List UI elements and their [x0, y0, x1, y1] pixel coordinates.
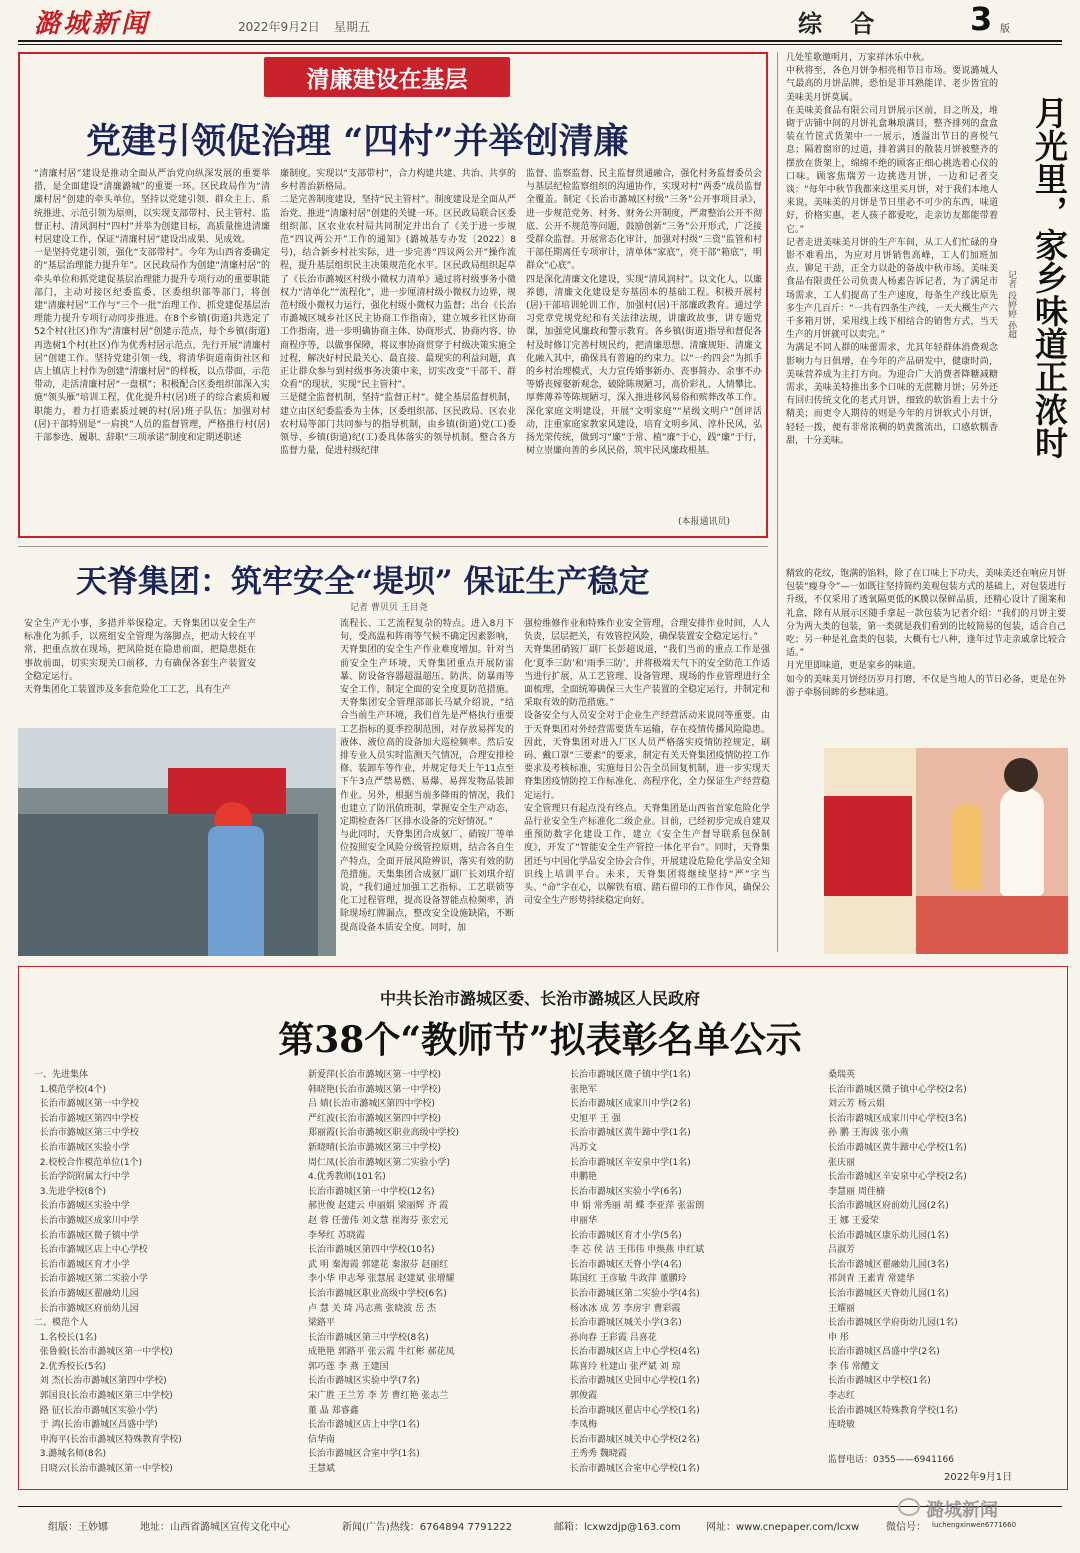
teacher-list-col-4: 桑瑞英 长治市潞城区微子镇中心学校(2名) 刘云芳 杨云娟 长治市潞城区成家川中心学校(3名) 孙 鹏 王海波 张小燕 长治市潞城区黄牛蹄中心学校(1名) 张庆丽 长治市潞城区辛安泉中心学校(2名) 李慧丽 周佳楠 长治市潞城区府前幼儿园(2名) 王 娜 王爱荣 长治市潞城区康乐幼儿园(1名) 吕淑芳 长治市潞城区翟融幼儿园(3名) 祁剑青 王素青 常建华 长治市潞城区天脊幼儿园(1名) 王耀丽 长治市潞城区学府街幼儿园(1名) 申 彤 长治市潞城区昌盛中学(2名) 李 伟 常醴文 长治市潞城区中学校(1名) 李志红 长治市潞城区特殊教育学校(1名) 连晓敏: [828, 1070, 967, 1431]
tianji-intro: 安全生产无小事，多措并举保稳定。天脊集团以安全生产标准化为抓手，以班组安全管理为落脚点，把动大较在平常，把重点放在现场，把风险挺在隐患前面，把隐患挺在事故前面，切实实现关口前移，力有确保各套生产装置安全稳定运行。 天脊集团化工装置涉及多套危险化工工艺，具有生产: [24, 619, 256, 696]
clean-source: (本报通讯员): [678, 517, 731, 527]
photo-worker-body: [208, 826, 264, 956]
mooncake-byline: [1004, 270, 1018, 339]
footer-address: 地址：山西省潞城区宣传文化中心: [140, 1522, 290, 1533]
teacher-headline: 第38个“教师节”拟表彰名单公示: [278, 1019, 802, 1061]
photo-customer-head: [1004, 758, 1038, 792]
mooncake-bottom-text: 精致的花纹，饱满的馅料，除了在口味上下功夫，美味美还在响应月饼包装“瘦身令”—一如既往坚持简约美观包装方式的基础上，对包装进行升级，不仅采用了透氧隔更低的K膜以保鲜品质，还精心设计了图案和礼盒，除有从展示区随手拿起一款包装为记者介绍：“我们的月饼主要分为两大类的包装，第一类就是我们看到的比较简易的包装，适合自己吃；另一种是礼盒类的包装，大概有七八种，逢年过节走亲戚拿比较合适。” 月光里即味道，更是家乡的味道。 如今的美味美月饼经历岁月打磨，不仅是当地人的节日必备，更是在外游子牵肠回眸的乡愁味道。: [786, 569, 1066, 698]
tianji-byline: 记者 曹贝贝 王目尧: [350, 603, 428, 613]
masthead-date: 2022年9月2日: [238, 20, 320, 34]
footer-email: 邮箱：lcxwzdjp@163.com: [554, 1522, 681, 1533]
page-suffix: 版: [1000, 24, 1010, 35]
teacher-kicker: 中共长治市潞城区委、长治市潞城区人民政府: [379, 989, 700, 1008]
section-name: 综 合: [798, 9, 885, 38]
photo-customer: [1000, 788, 1044, 896]
masthead: [0, 0, 1080, 44]
clean-column-2: 廉制度。实现以“支部带村”，合力构建共建、共治、共享的乡村善治新格局。 二是完善制度建设，坚持“民主管村”。制度建设是全面从严治党、推进“清廉村居”创建的关键一环。区民政局联合区委组织部、区农业农村局共同制定并出台了《关于进一步规范“四议两公开”工作的通知》(潞城基专办发〔2022〕8号)，结合新乡村社实际，进一步完善“四议两公开”操作流程，提升基层组织民主决策规范化水平。区民政局组织起草了《长治市潞城区村级小微权力清单》通过将村级事务小微权力“清单化”“流程化”，进一步厘清村级小微权力边界，规范村级小微权力运行，强化村级小微权力监督；出台《长治市潞城区城乡社区民主协商工作指南》，建立城乡社区协商工作指南，进一步明确协商主体、协商形式、协商内容、协商程序等，以做事保障，将议事协商贯穿于村级决策实施全过程，解决好村民最关心、最直接、最现实的利益问题，真正让群众参与到村级事务决策中来，切实改变“干部干、群众看”的现状，实现“民主管村”。 三是健全监督机制，坚持“监督正村”。健全基层监督机制，建立由区纪委监委为主体，区委组织部、区民政局、区农业农村局等部门共同参与的指导机制，由乡镇(街道)党(工)委领导、乡镇(街道)纪(工)委具体落实的领导机制。整合各方监督力量，促进村级纪律: [280, 169, 516, 457]
mooncake-headline-text: 月光里，家乡味道正浓时: [1030, 96, 1069, 459]
clean-column-3: 监督、监察监督、民主监督贯通融合，强化村务监督委员会与基层纪检监察组织的沟通协作，实现对村“两委”成员监督全覆盖。制定《长治市潞城区村级“三务”公开事项目录》，进一步规范党务、村务、财务公开制度，严肃整治公开不彻底、公开不规范等问题，鼓励创新“三务”公开形式，广泛接受群众监督。开展常态化审计，加强对村级“三资”监管和村干部任期离任专项审计，清单体“家底”，亮干部“箱底”，明群众“心底”。 四是深化清廉文化建设，实现“清风润村”。以文化人，以廉养德，清廉文化建设是夯基固本的基础工程。积极开展村(居)干部培训轮训工作，加强村(居)干部廉政教育。通过学习党章党规党纪和有关法律法规，讲廉政故事，讲专题党课，加强党风廉政和警示教育。各乡镇(街道)指导和督促各村及时修订完善村规民约，把清廉思想、清廉规矩、清廉文化融入其中，确保具有普遍的约束力。以“一约四会”为抓手的乡村治理模式，大力宣传婚事新办、丧事简办、余事不办等婚丧嫁娶新观念，破除陈规陋习，高价彩礼、人情攀比、厚葬薄养等陈规陋习，深入推进移风易俗和殡葬改革工作。深化家庭文明建设，开展“文明家庭”“星级文明户”创评活动，注重家庭家教家风建设，培育文明乡风、淳朴民风，弘扬光荣传统，做到习“廉”于常、植“廉”于心，践“廉”于行，树立崇廉向善的乡风民俗，筑牢民风廉政根基。: [526, 169, 762, 457]
mooncake-byline-text: 记者 段婷婷 孙超: [1006, 270, 1016, 339]
footer-website: 网址：www.cnepaper.com/lcxw: [706, 1522, 860, 1533]
masthead-rule: [18, 40, 1062, 42]
wechat-watermark: [898, 1496, 1070, 1520]
masthead-rule-thin: [18, 44, 1062, 45]
clean-column-1: “清廉村居”建设是推动全面从严治党向纵深发展的重要举措，是全面建设“清廉潞城”的重要一环。区民政局作为“清廉村居”创建的牵头单位，坚持以党建引领、群众主上、系统推进、示范引领为原则，以实现支部带村、民主管村、监督正村、清风润村“四村”并举为创建目标，高质量推进清廉村居建设工作，保证“清廉村居”建设出成果、见成效。 一是坚持党建引领，强化“支部带村”。今年为山西省委确定的“基层治理能力提升年”。区民政局作为创建“清廉村居”的牵头单位和抓党建促基层治理能力提升专项行动的重要职能部门，主动对接区纪委监委、区委组织部等部门，将创建“清廉村居”工作与“三个一批”治理工作、抓党建促基层治理能力提升专项行动同步推进。在8个乡镇(街道)共选定了52个村(社区)作为“清廉村居”创建示范点，每个乡镇(街道)再选树1个村(社区)作为优秀村居示范点，先行开展“清廉村居”创建工作。坚持党建引领一线，将清华街道南街社区和店上镇店上村作为创建“清廉村居”的样板，以点带面，示范带动，走活清廉村居“一盘棋”；积极配合区委组织部深入实施“领头雁”培训工程，优化提升村(居)班子的综合素质和履职能力，着力打造素质过硬的村(居)班子队伍；加强对村(居)干部特别是“一肩挑”人员的监督管理，严格推行村(居)干部参选、履职、辞职“三项承诺”制度和定期述职述: [34, 169, 270, 444]
photo-red-sign: [824, 796, 912, 896]
right-column-divider: [777, 52, 778, 952]
masthead-weekday: 星期五: [334, 20, 371, 34]
photo-boxes: [916, 896, 1068, 954]
mooncake-shop-photo: [824, 748, 1068, 954]
mooncake-top-text: 几处笙歌邀明月，万家祥沐乐中秋。 中秋将至，各色月饼争相亮相节日市场。要说潞城人气最高的月饼品牌，恐怕是非耳熟能详、老少皆宜的美味美月饼莫属。 在美味美食品有限公司月饼展示区前，目之所及，堆砌于店铺中间的月饼礼盒琳琅满目，整齐排列的盒盒装在竹筐式货架中一一展示，透溢出节日的喜悦气息；隔着窗帘的过道，排着满目的散装月饼被整齐的摆放在货架上，绵绵不绝的顾客正细心挑选着心仪的口味。顾客焦瑞芳一边挑选月饼，一边和记者交谈：“每年中秋节我都来这里买月饼，对于我们本地人来说，美味美的月饼是节日里必不可少的东西，味道好，价格实惠，老人孩子都爱吃，走亲访友都能带着它。” 记者走进美味美月饼的生产车间，从工人们忙碌的身影不难看出，为应对月饼销售高峰，工人们加班加点、铆足干劲，正全力以赴的备战中秋市场。美味美食品有限责任公司负责人杨素告诉记者，为了满足市场需求，工人们提高了生产速度，每条生产线比原先多生产几百斤：“一共有四条生产线，一天大概生产六千多箱月饼，采用线上线下相结合的销售方式，当天生产的月饼就可以卖完。” 为满足不同人群的味蕾需求，尤其年轻群体消费观念影响力与日俱增，在今年的产品研发中，健康时尚，美味营养成为主打方向。为迎合广大消费者降糖减糖需求，美味美特推出多个口味的无蔗糖月饼；另外还有回归传统文化的老式月饼，细致的软馅看上去十分精美；而更令人期待的则是今年的月饼软式小月饼，轻轻一拨，便有非常浓稠的奶黄酱流出，口感软糯香甜，十分美味。: [786, 53, 998, 446]
footer-wechat-label: 微信号：: [886, 1522, 926, 1533]
teacher-list-col-3: 长治市潞城区微子镇中学(1名) 张艳军 长治市潞城区成家川中学(2名) 史旭平 王 强 长治市潞城区黄牛蹄中学(1名) 冯苏文 长治市潞城区辛安泉中学(1名) 申鹏艳 长治市潞城区实验小学(6名) 申 娟 常秀丽 胡 蝶 李亚萍 张雷朗 申丽华 长治市潞城区育才小学(5名) 李 芯 侯 洁 王伟伟 申焕燕 申红斌 长治市潞城区天脊小学(4名) 陈国红 王彦敏 牛政萍 董鹏玲 长治市潞城区第二实验小学(4名) 杨冰冰 成 芳 李房宇 曹彩霞 长治市潞城区城关小学(3名) 孙向春 王彩霞 吕喜花 长治市潞城区店上中心学校(4名) 陈喜玲 杜建山 张严斌 刘 琼 长治市潞城区史回中心学校(1名) 郭俊霞 长治市潞城区翟店中心学校(1名) 李凤梅 长治市潞城区城关中心学校(2名) 王秀秀 魏晓霞 长治市潞城区合室中心学校(1名): [570, 1070, 705, 1475]
tianji-divider: [18, 546, 768, 547]
teacher-list-col-2: 新爱萍(长治市潞城区第一中学校) 韩晓艳(长治市潞城区第一中学校) 吕 婧(长治市潞城区第四中学校) 严红波(长治市潞城区第四中学校) 郑丽霞(长治市潞城区职业高级中学校) 新晓晴(长治市潞城区第三中学校) 周仁凤(长治市潞城区第二实验小学) 4.优秀教师(101名) 长治市潞城区第一中学校(12名) 郝世俊 赵建云 申丽娟 梁丽辉 齐 霞 赵 蓉 任蕾伟 刘文慧 崔海芬 张宏元 李琴红 苏晓霞 长治市潞城区第四中学校(10名) 武 明 秦海霞 郭建花 秦淑芬 赵丽红 李小华 申志琴 张慧展 赵建斌 张增耀 长治市潞城区职业高级中学校(6名) 卢 慧 关 琦 冯志燕 张晓波 岳 杰 梁路平 长治市潞城区第三中学校(8名) 成艳艳 郭路平 张云霞 牛红彬 郝花凤 郭巧莲 李 燕 王建国 长治市潞城区实验中学(7名) 宋广胜 王兰芳 李 芳 曹红艳 张志兰 董 晶 郑睿鑫 长治市潞城区店上中学(1名) 信华南 长治市潞城区合室中学(1名) 王慧斌: [308, 1070, 460, 1475]
footer-hotline: 新闻(广告)热线：6764894 7791222: [342, 1522, 513, 1533]
paper-logo: 潞城新闻: [34, 9, 151, 39]
teacher-phone: 监督电话：0355——6941166: [828, 1455, 954, 1465]
tianji-column-3: 强检维修作业和特殊作业安全管理，合理安排作业时间，人人负责，层层把关，有效管控风险，确保装置安全稳定运行。” 天脊集团硝铵厂副厂长彭超说道，“我们当前的重点工作是强化‘夏季三防’和‘雨季三防’，并将极端天气下的安全防范工作适当进行扩展，从工艺管理、设备管理、现场的作业管理进行全面梳理，全面统筹确保三大生产装置的全稳定运行，并制定和采取有效的防范措施。” 设备安全与人员安全对于企业生产经营活动来说同等重要。由于天脊集团对外经营需要货车运输，存在疫情传播风险隐患。因此，天脊集团对进入厂区人员严格落实疫情防控规定，刷码、戴口罩“三要素”的要求，制定有关天脊集团疫情防控工作要求及考核标准，实施每日公告全员回复机制，进一步实现天脊集团疫情防控工作标准化、高程序化，全力保证生产经营稳定运行。 安全管理只有起点没有终点。天脊集团是山西省首家危险化学品行业安全生产标准化二级企业。目前，已经初步完成自建双重预防数字化建设工作，建立《安全生产督导联系包保制度》，开发了“智能安全生产管控一体化平台”。同时，天脊集团还与中国化学品安全协会合作，开展建设危险化学品安全知识线上培训平台。未来，天脊集团将继续坚持“严”字当头、“命”字在心，以解铁有痕、踏石留印的工作作风，确保公司安全生产形势持续稳定向好。: [524, 619, 770, 907]
footer-editor: 组版：王妙娜: [48, 1522, 108, 1533]
wechat-logo-icon: [898, 1498, 920, 1516]
footer-wechat-id: luchengxinwen6771660: [932, 1521, 1017, 1529]
clean-headline: 党建引领促治理 “四村”并举创清廉: [86, 121, 629, 162]
watermark-text: 潞城新闻: [926, 1500, 998, 1521]
teacher-date: 2022年9月1日: [944, 1472, 1013, 1483]
page-number: 3: [970, 0, 993, 38]
tianji-column-2: 流程长、工艺流程复杂的特点。进入8月下旬，受高温和阵雨等气候不确定因素影响，天脊集团的安全生产作业难度增加。针对当前安全生产环境，天脊集团重点开展防雷暴、防设备容器超温超压、防洪、防暴雨等安全工作，制定全面的安全度夏防范措施。天脊集团安全管理部部长马斌介绍说，“结合当前生产环境，我们首先是严格执行重要工艺指标的夏季控制范围，对存放易挥发的液体、液位高的设备加大巡检频率。然后安排专业人员实时监测天气情况，合理安排检修、装卸车等作业，并规定每天上午11点至下午3点严禁易燃、易爆、易挥发物品装卸作业。另外，根据当前多降雨的情况，我们也建立了防汛值班制，掌握安全生产动态，定期检查各厂区排水设备的完好情况。” 与此同时，天脊集团合成氨厂、硝铵厂等单位按照安全风险分级管控原则，结合各自生产特点，全面开展风险辨识，落实有效的防范措施。天集集团合成氨厂副厂长刘琪介绍说，“我们通过加强工艺指标、工艺联锁等化工过程管理，提高设备智能点检频率，消除现场红牌漏点，整改安全设施缺陷，不断提高设备本质安全度。同时，加: [340, 619, 514, 933]
tianji-headline: 天脊集团：筑牢安全“堤坝” 保证生产稳定: [76, 564, 650, 600]
photo-worker: [952, 804, 982, 890]
mooncake-headline: [1018, 96, 1070, 459]
clean-kicker-text: 清廉建设在基层: [306, 67, 468, 93]
teacher-list-col-1: 一、先进集体 1.模范学校(4个) 长治市潞城区第一中学校 长治市潞城区第四中学校 长治市潞城区第三中学校 长治市潞城区实验小学 2.校校合作模范单位(1个) 长治学院附属太行中学 3.先进学校(8个) 长治市潞城区实验中学 长治市潞城区成家川中学 长治市潞城区微子镇中学 长治市潞城区店上中心学校 长治市潞城区育才小学 长治市潞城区第二实验小学 长治市潞城区翟融幼儿园 长治市潞城区府前幼儿园 二、模范个人 1.名校长(1名) 张鲁毅(长治市潞城区第一中学校) 2.优秀校长(5名) 刘 杰(长治市潞城区第四中学校) 郭国良(长治市潞城区第三中学校) 路 征(长治市潞城区实验小学) 于 鸿(长治市潞城区昌盛中学) 申海平(长治市潞城区特殊教育学校) 3.潞城名师(8名) 日晓云(长治市潞城区第一中学校): [34, 1070, 182, 1475]
